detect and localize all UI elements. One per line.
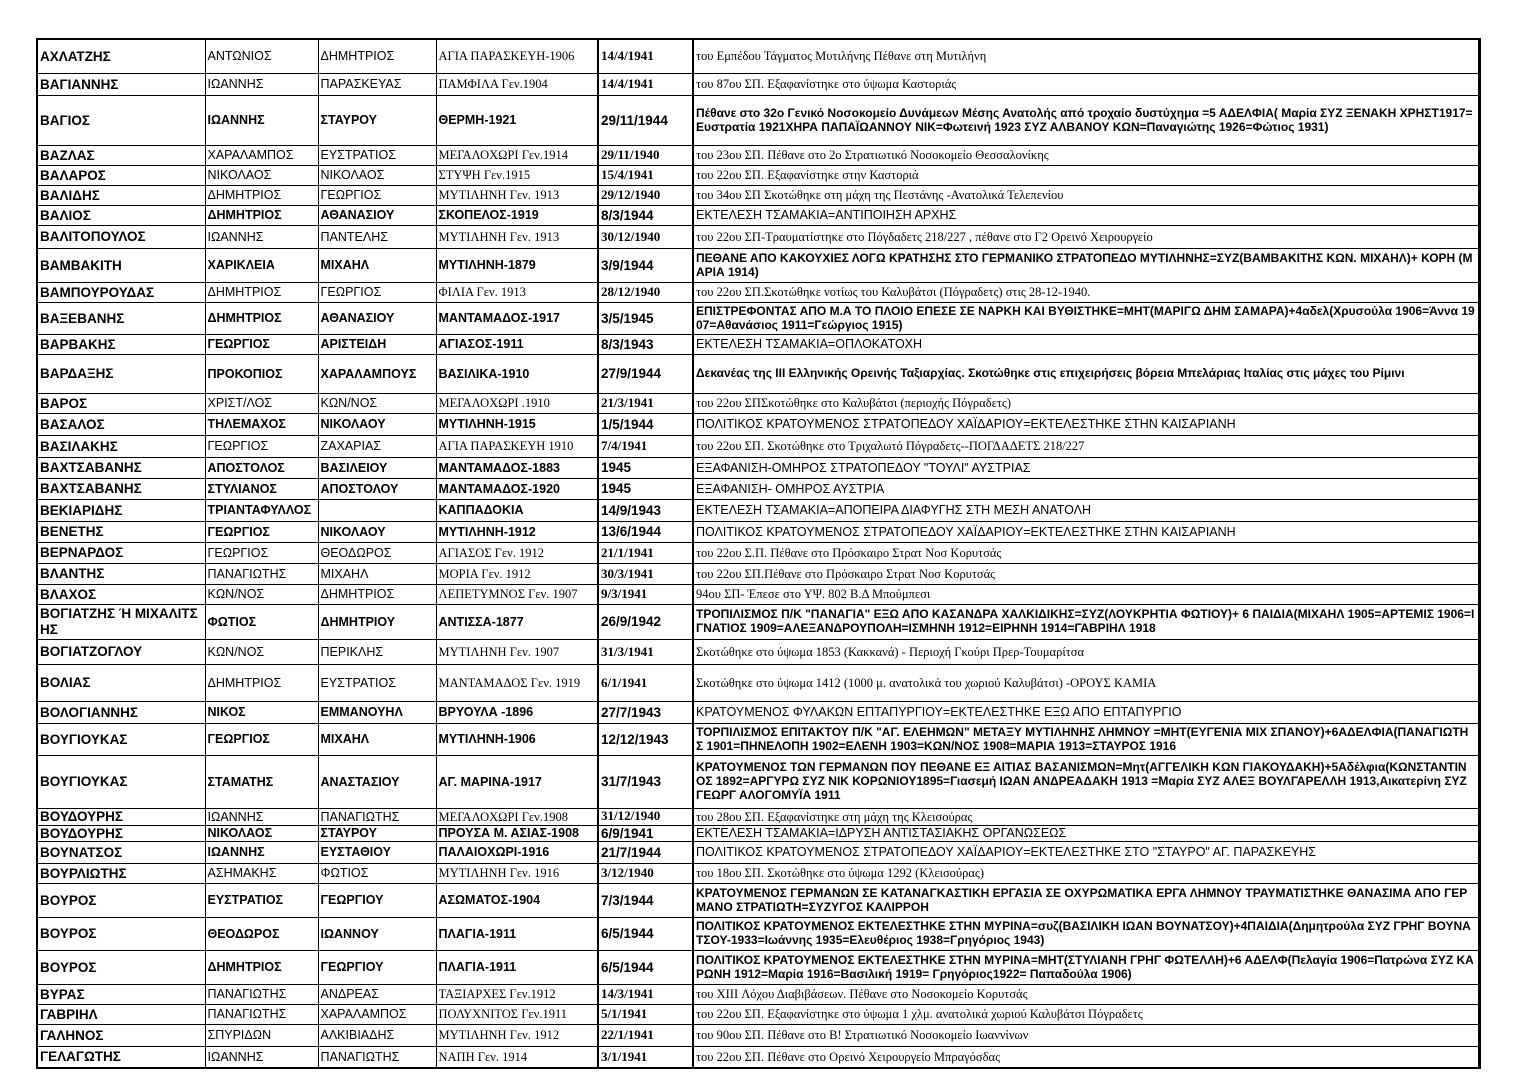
father-name-cell: ΑΡΙΣΤΕΙΔΗ	[318, 335, 436, 355]
death-date-cell: 21/3/1941	[598, 394, 693, 414]
father-name-cell: ΝΙΚΟΛΑΟΣ	[318, 166, 436, 186]
surname-cell: ΒΑΡΟΣ	[37, 394, 205, 414]
birthplace-cell: ΣΚΟΠΕΛΟΣ-1919	[436, 206, 598, 226]
table-row	[37, 918, 1479, 951]
surname-cell: ΓΑΒΡΙΗΛ	[37, 1005, 205, 1025]
table-row	[37, 96, 1479, 146]
father-name-cell	[318, 500, 436, 522]
death-date-cell: 7/3/1944	[598, 884, 693, 918]
death-date-cell: 12/12/1943	[598, 724, 693, 756]
father-name-cell: ΔΗΜΗΤΡΙΟΣ	[318, 585, 436, 605]
death-date-cell: 14/4/1941	[598, 39, 693, 74]
description-cell: ΠΕΘΑΝΕ ΑΠΟ ΚΑΚΟΥΧΙΕΣ ΛΟΓΩ ΚΡΑΤΗΣΗΣ ΣΤΟ ΓΕΡΜΑΝΙΚΟ ΣΤΡΑΤΟΠΕΔΟ ΜΥΤΙΛΗΝΗΣ=ΣΥΖ(ΒΑΜΒΑΚΙΤΗΣ ΚΩΝ. ΜΙΧΑΗΛ)+ ΚΟΡΗ (ΜΑΡΙΑ 1914)	[693, 249, 1479, 283]
death-date-cell: 13/6/1944	[598, 522, 693, 543]
surname-cell: ΒΑΣΙΛΑΚΗΣ	[37, 436, 205, 458]
birthplace-cell: ΜΥΤΙΛΗΝΗ Γεν. 1912	[436, 1025, 598, 1047]
first-name-cell: ΙΩΑΝΝΗΣ	[205, 809, 318, 826]
death-date-cell: 14/3/1941	[598, 985, 693, 1005]
death-date-cell: 7/4/1941	[598, 436, 693, 458]
death-date-cell: 8/3/1943	[598, 335, 693, 355]
death-date-cell: 6/9/1941	[598, 825, 693, 842]
birthplace-cell: ΜΕΓΑΛΟΧΩΡΙ Γεν.1908	[436, 809, 598, 826]
first-name-cell: ΔΗΜΗΤΡΙΟΣ	[205, 186, 318, 206]
description-cell: ΚΡΑΤΟΥΜΕΝΟΣ ΓΕΡΜΑΝΩΝ ΣΕ ΚΑΤΑΝΑΓΚΑΣΤΙΚΗ ΕΡΓΑΣΙΑ ΣΕ ΟΧΥΡΩΜΑΤΙΚΑ ΕΡΓΑ ΛΗΜΝΟΥ ΤΡΑΥΜΑΤΙΣΤΗΚΕ ΘΑΝΑΣΙΜΑ ΑΠΟ ΓΕΡΜΑΝΟ ΣΤΡΑΤΙΩΤΗ=ΣΥΖΥΓΟΣ ΚΑΛΙΡΡΟΗ	[693, 884, 1479, 918]
father-name-cell: ΘΕΟΔΩΡΟΣ	[318, 543, 436, 564]
death-date-cell: 29/11/1940	[598, 146, 693, 166]
surname-cell: ΒΑΖΛΑΣ	[37, 146, 205, 166]
father-name-cell: ΜΙΧΑΗΛ	[318, 564, 436, 585]
birthplace-cell: ΘΕΡΜΗ-1921	[436, 96, 598, 146]
father-name-cell: ΣΤΑΥΡΟΥ	[318, 96, 436, 146]
father-name-cell: ΓΕΩΡΓΙΟΥ	[318, 884, 436, 918]
first-name-cell: ΧΑΡΑΛΑΜΠΟΣ	[205, 146, 318, 166]
first-name-cell: ΔΗΜΗΤΡΙΟΣ	[205, 206, 318, 226]
description-cell: του 18ου ΣΠ. Σκοτώθηκε στο ύψωμα 1292 (Κλεισούρας)	[693, 864, 1479, 884]
father-name-cell: ΔΗΜΗΤΡΙΟΥ	[318, 605, 436, 640]
first-name-cell: ΚΩΝ/ΝΟΣ	[205, 585, 318, 605]
surname-cell: ΒΑΛΙΤΟΠΟΥΛΟΣ	[37, 226, 205, 249]
table-row	[37, 226, 1479, 249]
death-date-cell: 30/3/1941	[598, 564, 693, 585]
birthplace-cell: ΜΕΓΑΛΟΧΩΡΙ .1910	[436, 394, 598, 414]
description-cell: του 22ου ΣΠ. Σκοτώθηκε στο Τριχαλωτό Πόγραδετς--ΠΟΓΔΑΔΕΤΣ 218/227	[693, 436, 1479, 458]
death-date-cell: 31/12/1940	[598, 809, 693, 826]
father-name-cell: ΠΑΝΤΕΛΗΣ	[318, 226, 436, 249]
description-cell: ΠΟΛΙΤΙΚΟΣ ΚΡΑΤΟΥΜΕΝΟΣ ΣΤΡΑΤΟΠΕΔΟΥ ΧΑΪΔΑΡΙΟΥ=ΕΚΤΕΛΕΣΤΗΚΕ ΣΤΟ "ΣΤΑΥΡΟ" ΑΓ. ΠΑΡΑΣΚΕΥΗΣ	[693, 842, 1479, 864]
death-date-cell: 3/5/1945	[598, 303, 693, 335]
table-row	[37, 186, 1479, 206]
birthplace-cell: ΜΑΝΤΑΜΑΔΟΣ-1883	[436, 458, 598, 479]
surname-cell: ΒΑΛΙΟΣ	[37, 206, 205, 226]
birthplace-cell: ΤΑΞΙΑΡΧΕΣ Γεν.1912	[436, 985, 598, 1005]
death-date-cell: 21/1/1941	[598, 543, 693, 564]
death-date-cell: 30/12/1940	[598, 226, 693, 249]
first-name-cell: ΓΕΩΡΓΙΟΣ	[205, 335, 318, 355]
surname-cell: ΑΧΛΑΤΖΗΣ	[37, 39, 205, 74]
surname-cell: ΒΟΛΙΑΣ	[37, 665, 205, 702]
death-date-cell: 9/3/1941	[598, 585, 693, 605]
first-name-cell: ΕΥΣΤΡΑΤΙΟΣ	[205, 884, 318, 918]
table-row	[37, 864, 1479, 884]
table-row	[37, 522, 1479, 543]
description-cell: ΕΞΑΦΑΝΙΣΗ-ΟΜΗΡΟΣ ΣΤΡΑΤΟΠΕΔΟΥ "ΤΟΥΛΙ" ΑΥΣΤΡΙΑΣ	[693, 458, 1479, 479]
first-name-cell: ΓΕΩΡΓΙΟΣ	[205, 543, 318, 564]
father-name-cell: ΑΠΟΣΤΟΛΟΥ	[318, 479, 436, 500]
birthplace-cell: ΠΑΛΑΙΟΧΩΡΙ-1916	[436, 842, 598, 864]
first-name-cell: ΦΩΤΙΟΣ	[205, 605, 318, 640]
first-name-cell: ΔΗΜΗΤΡΙΟΣ	[205, 283, 318, 303]
death-date-cell: 1/5/1944	[598, 414, 693, 436]
birthplace-cell: ΝΑΠΗ Γεν. 1914	[436, 1047, 598, 1069]
death-date-cell: 31/3/1941	[598, 640, 693, 665]
surname-cell: ΒΑΜΠΟΥΡΟΥΔΑΣ	[37, 283, 205, 303]
table-row	[37, 640, 1479, 665]
birthplace-cell: ΣΤΥΨΗ Γεν.1915	[436, 166, 598, 186]
description-cell: του Εμπέδου Τάγματος Μυτιλήνης Πέθανε στη Μυτιλήνη	[693, 39, 1479, 74]
table-row	[37, 543, 1479, 564]
father-name-cell: ΓΕΩΡΓΙΟΣ	[318, 283, 436, 303]
birthplace-cell: ΠΛΑΓΙΑ-1911	[436, 918, 598, 951]
birthplace-cell: ΠΛΑΓΙΑ-1911	[436, 951, 598, 985]
father-name-cell: ΠΑΡΑΣΚΕΥΑΣ	[318, 74, 436, 96]
description-cell: του XIII Λόχου Διαβιβάσεων. Πέθανε στο Νοσοκομείο Κορυτσάς	[693, 985, 1479, 1005]
birthplace-cell: ΜΥΤΙΛΗΝΗ-1915	[436, 414, 598, 436]
description-cell: του 22ου ΣΠ. Εξαφανίστηκε στο ύψωμα 1 χλμ. ανατολικά χωριού Καλυβάτσι Πόγραδετς	[693, 1005, 1479, 1025]
table-row	[37, 394, 1479, 414]
father-name-cell: ΠΕΡΙΚΛΗΣ	[318, 640, 436, 665]
death-date-cell: 14/9/1943	[598, 500, 693, 522]
table-row	[37, 249, 1479, 283]
father-name-cell: ΧΑΡΑΛΑΜΠΟΣ	[318, 1005, 436, 1025]
birthplace-cell: ΜΟΡΙΑ Γεν. 1912	[436, 564, 598, 585]
birthplace-cell: ΚΑΠΠΑΔΟΚΙΑ	[436, 500, 598, 522]
surname-cell: ΒΟΥΡΟΣ	[37, 884, 205, 918]
description-cell: ΕΚΤΕΛΕΣΗ ΤΣΑΜΑΚΙΑ=ΑΝΤΙΠΟΙΗΣΗ ΑΡΧΗΣ	[693, 206, 1479, 226]
description-cell: Σκοτώθηκε στο ύψωμα 1412 (1000 μ. ανατολικά του χωριού Καλυβάτσι) -ΟΡΟΥΣ ΚΑΜΙΑ	[693, 665, 1479, 702]
death-date-cell: 6/5/1944	[598, 918, 693, 951]
description-cell: του 87ου ΣΠ. Εξαφανίστηκε στο ύψωμα Καστοριάς	[693, 74, 1479, 96]
first-name-cell: ΑΠΟΣΤΟΛΟΣ	[205, 458, 318, 479]
surname-cell: ΒΑΡΔΑΞΗΣ	[37, 355, 205, 394]
table-row	[37, 756, 1479, 809]
table-row	[37, 283, 1479, 303]
father-name-cell: ΠΑΝΑΓΙΩΤΗΣ	[318, 809, 436, 826]
surname-cell: ΒΟΓΙΑΤΖΟΓΛΟΥ	[37, 640, 205, 665]
death-date-cell: 5/1/1941	[598, 1005, 693, 1025]
birthplace-cell: ΜΥΤΙΛΗΝΗ Γεν. 1916	[436, 864, 598, 884]
table-row	[37, 564, 1479, 585]
death-date-cell: 6/1/1941	[598, 665, 693, 702]
death-date-cell: 21/7/1944	[598, 842, 693, 864]
surname-cell: ΓΑΛΗΝΟΣ	[37, 1025, 205, 1047]
first-name-cell: ΝΙΚΟΣ	[205, 702, 318, 724]
surname-cell: ΒΑΧΤΣΑΒΑΝΗΣ	[37, 479, 205, 500]
birthplace-cell: ΠΑΜΦΙΛΑ Γεν.1904	[436, 74, 598, 96]
first-name-cell: ΠΑΝΑΓΙΩΤΗΣ	[205, 564, 318, 585]
table-row	[37, 951, 1479, 985]
surname-cell: ΒΑΧΤΣΑΒΑΝΗΣ	[37, 458, 205, 479]
surname-cell: ΒΟΥΓΙΟΥΚΑΣ	[37, 724, 205, 756]
table-row	[37, 1005, 1479, 1025]
father-name-cell: ΖΑΧΑΡΙΑΣ	[318, 436, 436, 458]
birthplace-cell: ΑΝΤΙΣΣΑ-1877	[436, 605, 598, 640]
description-cell: ΕΚΤΕΛΕΣΗ ΤΣΑΜΑΚΙΑ=ΟΠΛΟΚΑΤΟΧΗ	[693, 335, 1479, 355]
description-cell: του 90ου ΣΠ. Πέθανε στο Β! Στρατιωτικό Νοσοκομείο Ιωαννίνων	[693, 1025, 1479, 1047]
table-row	[37, 842, 1479, 864]
table-row	[37, 809, 1479, 826]
first-name-cell: ΤΡΙΑΝΤΑΦΥΛΛΟΣ	[205, 500, 318, 522]
father-name-cell: ΕΥΣΤΡΑΤΙΟΣ	[318, 665, 436, 702]
birthplace-cell: ΜΥΤΙΛΗΝΗ Γεν. 1913	[436, 186, 598, 206]
description-cell: ΠΟΛΙΤΙΚΟΣ ΚΡΑΤΟΥΜΕΝΟΣ ΕΚΤΕΛΕΣΤΗΚΕ ΣΤΗΝ ΜΥΡΙΝΑ=συζ(ΒΑΣΙΛΙΚΗ ΙΩΑΝ ΒΟΥΝΑΤΣΟΥ)+4ΠΑΙΔΙΑ(Δημητρούλα ΣΥΖ ΓΡΗΓ ΒΟΥΝΑΤΣΟΥ-1933=Ιωάννης 1935=Ελευθέριος 1938=Γρηγόριος 1943)	[693, 918, 1479, 951]
surname-cell: ΒΑΞΕΒΑΝΗΣ	[37, 303, 205, 335]
first-name-cell: ΣΠΥΡΙΔΩΝ	[205, 1025, 318, 1047]
surname-cell: ΒΟΥΔΟΥΡΗΣ	[37, 825, 205, 842]
father-name-cell: ΕΥΣΤΑΘΙΟΥ	[318, 842, 436, 864]
death-date-cell: 28/12/1940	[598, 283, 693, 303]
father-name-cell: ΝΙΚΟΛΑΟΥ	[318, 522, 436, 543]
first-name-cell: ΧΡΙΣΤ/ΛΟΣ	[205, 394, 318, 414]
father-name-cell: ΣΤΑΥΡΟΥ	[318, 825, 436, 842]
birthplace-cell: ΜΑΝΤΑΜΑΔΟΣ Γεν. 1919	[436, 665, 598, 702]
description-cell: ΕΚΤΕΛΕΣΗ ΤΣΑΜΑΚΙΑ=ΑΠΟΠΕΙΡΑ ΔΙΑΦΥΓΗΣ ΣΤΗ ΜΕΣΗ ΑΝΑΤΟΛΗ	[693, 500, 1479, 522]
first-name-cell: ΝΙΚΟΛΑΟΣ	[205, 166, 318, 186]
father-name-cell: ΑΘΑΝΑΣΙΟΥ	[318, 303, 436, 335]
first-name-cell: ΑΣΗΜΑΚΗΣ	[205, 864, 318, 884]
father-name-cell: ΒΑΣΙΛΕΙΟΥ	[318, 458, 436, 479]
birthplace-cell: ΒΡΥΟΥΛΑ -1896	[436, 702, 598, 724]
father-name-cell: ΦΩΤΙΟΣ	[318, 864, 436, 884]
father-name-cell: ΓΕΩΡΓΙΟΥ	[318, 951, 436, 985]
surname-cell: ΒΑΛΙΔΗΣ	[37, 186, 205, 206]
table-row	[37, 985, 1479, 1005]
surname-cell: ΒΟΥΔΟΥΡΗΣ	[37, 809, 205, 826]
table-row	[37, 355, 1479, 394]
birthplace-cell: ΜΑΝΤΑΜΑΔΟΣ-1917	[436, 303, 598, 335]
first-name-cell: ΓΕΩΡΓΙΟΣ	[205, 436, 318, 458]
first-name-cell: ΙΩΑΝΝΗΣ	[205, 226, 318, 249]
description-cell: ΕΚΤΕΛΕΣΗ ΤΣΑΜΑΚΙΑ=ΙΔΡΥΣΗ ΑΝΤΙΣΤΑΣΙΑΚΗΣ ΟΡΓΑΝΩΣΕΩΣ	[693, 825, 1479, 842]
description-cell: 94ου ΣΠ- Έπεσε στο ΥΨ. 802 Β.Δ Μπούμπεσι	[693, 585, 1479, 605]
death-date-cell: 29/11/1944	[598, 96, 693, 146]
description-cell: ΠΟΛΙΤΙΚΟΣ ΚΡΑΤΟΥΜΕΝΟΣ ΣΤΡΑΤΟΠΕΔΟΥ ΧΑΪΔΑΡΙΟΥ=ΕΚΤΕΛΕΣΤΗΚΕ ΣΤΗΝ ΚΑΙΣΑΡΙΑΝΗ	[693, 522, 1479, 543]
first-name-cell: ΙΩΑΝΝΗΣ	[205, 74, 318, 96]
surname-cell: ΒΟΥΓΙΟΥΚΑΣ	[37, 756, 205, 809]
description-cell: ΕΞΑΦΑΝΙΣΗ- ΟΜΗΡΟΣ ΑΥΣΤΡΙΑ	[693, 479, 1479, 500]
surname-cell: ΒΟΛΟΓΙΑΝΝΗΣ	[37, 702, 205, 724]
description-cell: του 34ου ΣΠ Σκοτώθηκε στη μάχη της Πεστάνης -Ανατολικά Τελεπενίου	[693, 186, 1479, 206]
table-row	[37, 702, 1479, 724]
father-name-cell: ΕΜΜΑΝΟΥΗΛ	[318, 702, 436, 724]
surname-cell: ΒΥΡΑΣ	[37, 985, 205, 1005]
father-name-cell: ΧΑΡΑΛΑΜΠΟΥΣ	[318, 355, 436, 394]
birthplace-cell: ΜΥΤΙΛΗΝΗ Γεν. 1913	[436, 226, 598, 249]
surname-cell: ΒΑΣΑΛΟΣ	[37, 414, 205, 436]
first-name-cell: ΤΗΛΕΜΑΧΟΣ	[205, 414, 318, 436]
table-row	[37, 39, 1479, 74]
description-cell: του 22ου ΣΠΣκοτώθηκε στο Καλυβάτσι (περιοχής Πόγραδετς)	[693, 394, 1479, 414]
surname-cell: ΓΕΛΑΓΩΤΗΣ	[37, 1047, 205, 1069]
first-name-cell: ΓΕΩΡΓΙΟΣ	[205, 522, 318, 543]
father-name-cell: ΑΝΔΡΕΑΣ	[318, 985, 436, 1005]
surname-cell: ΒΛΑΧΟΣ	[37, 585, 205, 605]
description-cell: ΕΠΙΣΤΡΕΦΟΝΤΑΣ ΑΠΟ Μ.Α ΤΟ ΠΛΟΙΟ ΕΠΕΣΕ ΣΕ ΝΑΡΚΗ ΚΑΙ ΒΥΘΙΣΤΗΚΕ=ΜΗΤ(ΜΑΡΙΓΩ ΔΗΜ ΣΑΜΑΡΑ)+4αδελ(Χρυσούλα 1906=Άννα 1907=Αθανάσιος 1911=Γεώργιος 1915)	[693, 303, 1479, 335]
first-name-cell: ΔΗΜΗΤΡΙΟΣ	[205, 303, 318, 335]
surname-cell: ΒΑΛΑΡΟΣ	[37, 166, 205, 186]
father-name-cell: ΕΥΣΤΡΑΤΙΟΣ	[318, 146, 436, 166]
birthplace-cell: ΑΓΙΑΣΟΣ Γεν. 1912	[436, 543, 598, 564]
description-cell: ΤΟΡΠΙΛΙΣΜΟΣ ΕΠΙΤΑΚΤΟΥ Π/Κ "ΑΓ. ΕΛΕΗΜΩΝ" ΜΕΤΑΞΥ ΜΥΤΙΛΗΝΗΣ ΛΗΜΝΟΥ =ΜΗΤ(ΕΥΓΕΝΙΑ ΜΙΧ ΣΠΑΝΟΥ)+6ΑΔΕΛΦΙΑ(ΠΑΝΑΓΙΩΤΗΣ 1901=ΠΗΝΕΛΟΠΗ 1902=ΕΛΕΝΗ 1903=ΚΩΝ/ΝΟΣ 1908=ΜΑΡΙΑ 1913=ΣΤΑΥΡΟΣ 1916	[693, 724, 1479, 756]
description-cell: του 22ου Σ.Π. Πέθανε στο Πρόσκαιρο Στρατ Νοσ Κορυτσάς	[693, 543, 1479, 564]
surname-cell: ΒΛΑΝΤΗΣ	[37, 564, 205, 585]
birthplace-cell: ΜΑΝΤΑΜΑΔΟΣ-1920	[436, 479, 598, 500]
death-date-cell: 3/12/1940	[598, 864, 693, 884]
surname-cell: ΒΕΡΝΑΡΔΟΣ	[37, 543, 205, 564]
table-row	[37, 74, 1479, 96]
table-row	[37, 1025, 1479, 1047]
death-date-cell: 22/1/1941	[598, 1025, 693, 1047]
surname-cell: ΒΟΥΡΟΣ	[37, 951, 205, 985]
father-name-cell: ΑΘΑΝΑΣΙΟΥ	[318, 206, 436, 226]
table-row	[37, 303, 1479, 335]
first-name-cell: ΙΩΑΝΝΗΣ	[205, 1047, 318, 1069]
first-name-cell: ΠΑΝΑΓΙΩΤΗΣ	[205, 1005, 318, 1025]
table-row	[37, 724, 1479, 756]
birthplace-cell: ΜΥΤΙΛΗΝΗ Γεν. 1907	[436, 640, 598, 665]
table-row	[37, 884, 1479, 918]
description-cell: ΚΡΑΤΟΥΜΕΝΟΣ ΦΥΛΑΚΩΝ ΕΠΤΑΠΥΡΓΙΟΥ=ΕΚΤΕΛΕΣΤΗΚΕ ΕΞΩ ΑΠΟ ΕΠΤΑΠΥΡΓΙΟ	[693, 702, 1479, 724]
father-name-cell: ΙΩΑΝΝΟΥ	[318, 918, 436, 951]
birthplace-cell: ΑΣΩΜΑΤΟΣ-1904	[436, 884, 598, 918]
surname-cell: ΒΑΡΒΑΚΗΣ	[37, 335, 205, 355]
death-date-cell: 6/5/1944	[598, 951, 693, 985]
table-row	[37, 458, 1479, 479]
father-name-cell: ΚΩΝ/ΝΟΣ	[318, 394, 436, 414]
first-name-cell: ΠΑΝΑΓΙΩΤΗΣ	[205, 985, 318, 1005]
description-cell: ΠΟΛΙΤΙΚΟΣ ΚΡΑΤΟΥΜΕΝΟΣ ΕΚΤΕΛΕΣΤΗΚΕ ΣΤΗΝ ΜΥΡΙΝΑ=ΜΗΤ(ΣΤΥΛΙΑΝΗ ΓΡΗΓ ΦΩΤΕΛΛΗ)+6 ΑΔΕΛΦ(Πελαγία 1906=Πατρώνα ΣΥΖ ΚΑΡΩΝΗ 1912=Μαρία 1916=Βασιλική 1919= Γρηγόριος1922= Παπαδούλα 1906)	[693, 951, 1479, 985]
father-name-cell: ΑΛΚΙΒΙΑΔΗΣ	[318, 1025, 436, 1047]
surname-cell: ΒΕΚΙΑΡΙΔΗΣ	[37, 500, 205, 522]
surname-cell: ΒΑΓΙΑΝΝΗΣ	[37, 74, 205, 96]
birthplace-cell: ΑΓΙΑ ΠΑΡΑΣΚΕΥΗ 1910	[436, 436, 598, 458]
death-date-cell: 15/4/1941	[598, 166, 693, 186]
birthplace-cell: ΑΓΙΑ ΠΑΡΑΣΚΕΥΗ-1906	[436, 39, 598, 74]
table-row	[37, 206, 1479, 226]
death-date-cell: 3/1/1941	[598, 1047, 693, 1069]
description-cell: του 22ου ΣΠ.Πέθανε στο Πρόσκαιρο Στρατ Νοσ Κορυτσάς	[693, 564, 1479, 585]
description-cell: Σκοτώθηκε στο ύψωμα 1853 (Κακκανά) - Περιοχή Γκούρι Πρερ-Τουμαρίτσα	[693, 640, 1479, 665]
first-name-cell: ΣΤΑΜΑΤΗΣ	[205, 756, 318, 809]
birthplace-cell: ΑΓ. ΜΑΡΙΝΑ-1917	[436, 756, 598, 809]
birthplace-cell: ΠΡΟΥΣΑ Μ. ΑΣΙΑΣ-1908	[436, 825, 598, 842]
table-row	[37, 414, 1479, 436]
first-name-cell: ΙΩΑΝΝΗΣ	[205, 842, 318, 864]
birthplace-cell: ΑΓΙΑΣΟΣ-1911	[436, 335, 598, 355]
table-row	[37, 585, 1479, 605]
father-name-cell: ΓΕΩΡΓΙΟΣ	[318, 186, 436, 206]
description-cell: του 22ου ΣΠ. Εξαφανίστηκε στην Καστοριά	[693, 166, 1479, 186]
death-date-cell: 29/12/1940	[598, 186, 693, 206]
death-date-cell: 27/9/1944	[598, 355, 693, 394]
table-row	[37, 605, 1479, 640]
death-date-cell: 26/9/1942	[598, 605, 693, 640]
table-row	[37, 166, 1479, 186]
table-row	[37, 335, 1479, 355]
first-name-cell: ΓΕΩΡΓΙΟΣ	[205, 724, 318, 756]
surname-cell: ΒΑΜΒΑΚΙΤΗ	[37, 249, 205, 283]
birthplace-cell: ΜΥΤΙΛΗΝΗ-1879	[436, 249, 598, 283]
death-date-cell: 1945	[598, 479, 693, 500]
birthplace-cell: ΜΕΓΑΛΟΧΩΡΙ Γεν.1914	[436, 146, 598, 166]
first-name-cell: ΝΙΚΟΛΑΟΣ	[205, 825, 318, 842]
surname-cell: ΒΟΥΝΑΤΣΟΣ	[37, 842, 205, 864]
surname-cell: ΒΑΓΙΟΣ	[37, 96, 205, 146]
father-name-cell: ΔΗΜΗΤΡΙΟΣ	[318, 39, 436, 74]
description-cell: του 22ου ΣΠ-Τραυματίστηκε στο Πόγδαδετς 218/227 , πέθανε στο Γ2 Ορεινό Χειρουργείο	[693, 226, 1479, 249]
birthplace-cell: ΛΕΠΕΤΥΜΝΟΣ Γεν. 1907	[436, 585, 598, 605]
table-row	[37, 500, 1479, 522]
birthplace-cell: ΠΟΛΥΧΝΙΤΟΣ Γεν.1911	[436, 1005, 598, 1025]
table-row	[37, 146, 1479, 166]
first-name-cell: ΣΤΥΛΙΑΝΟΣ	[205, 479, 318, 500]
father-name-cell: ΑΝΑΣΤΑΣΙΟΥ	[318, 756, 436, 809]
death-date-cell: 31/7/1943	[598, 756, 693, 809]
description-cell: του 23ου ΣΠ. Πέθανε στο 2ο Στρατιωτικό Νοσοκομείο Θεσσαλονίκης	[693, 146, 1479, 166]
description-cell: ΤΡΟΠΙΛΙΣΜΟΣ Π/Κ "ΠΑΝΑΓΙΑ" ΕΞΩ ΑΠΟ ΚΑΣΑΝΔΡΑ ΧΑΛΚΙΔΙΚΗΣ=ΣΥΖ(ΛΟΥΚΡΗΤΙΑ ΦΩΤΙΟΥ)+ 6 ΠΑΙΔΙΑ(ΜΙΧΑΗΛ 1905=ΑΡΤΕΜΙΣ 1906=ΙΓΝΑΤΙΟΣ 1909=ΑΛΕΞΑΝΔΡΟΥΠΟΛΗ=ΙΣΜΗΝΗ 1912=ΕΙΡΗΝΗ 1914=ΓΑΒΡΙΗΛ 1918	[693, 605, 1479, 640]
first-name-cell: ΘΕΟΔΩΡΟΣ	[205, 918, 318, 951]
surname-cell: ΒΟΥΡΟΣ	[37, 918, 205, 951]
description-cell: Δεκανέας της ΙΙΙ Ελληνικής Ορεινής Ταξιαρχίας. Σκοτώθηκε στις επιχειρήσεις βόρεια Μπελάριας Ιταλίας στις μάχες του Ρίμινι	[693, 355, 1479, 394]
birthplace-cell: ΦΙΛΙΑ Γεν. 1913	[436, 283, 598, 303]
records-table	[36, 38, 1481, 1069]
surname-cell: ΒΟΥΡΛΙΩΤΗΣ	[37, 864, 205, 884]
father-name-cell: ΠΑΝΑΓΙΩΤΗΣ	[318, 1047, 436, 1069]
table-row	[37, 479, 1479, 500]
death-date-cell: 3/9/1944	[598, 249, 693, 283]
records-body	[37, 39, 1479, 1068]
first-name-cell: ΚΩΝ/ΝΟΣ	[205, 640, 318, 665]
first-name-cell: ΧΑΡΙΚΛΕΙΑ	[205, 249, 318, 283]
first-name-cell: ΠΡΟΚΟΠΙΟΣ	[205, 355, 318, 394]
death-date-cell: 27/7/1943	[598, 702, 693, 724]
table-row	[37, 1047, 1479, 1069]
birthplace-cell: ΜΥΤΙΛΗΝΗ-1912	[436, 522, 598, 543]
first-name-cell: ΔΗΜΗΤΡΙΟΣ	[205, 665, 318, 702]
description-cell: του 22ου ΣΠ. Πέθανε στο Ορεινό Χειρουργείο Μπραγόσδας	[693, 1047, 1479, 1069]
description-cell: Πέθανε στο 32ο Γενικό Νοσοκομείο Δυνάμεων Μέσης Ανατολής από τροχαίο δυστύχημα =5 ΑΔΕΛΦΙΑ( Μαρία ΣΥΖ ΞΕΝΑΚΗ ΧΡΗΣΤ1917=Ευστρατία 1921ΧΗΡΑ ΠΑΠΑΪΩΑΝΝΟΥ ΝΙΚ=Φωτεινή 1923 ΣΥΖ ΑΛΒΑΝΟΥ ΚΩΝ=Παναγιώτης 1926=Φώτιος 1931)	[693, 96, 1479, 146]
surname-cell: ΒΕΝΕΤΗΣ	[37, 522, 205, 543]
surname-cell: ΒΟΓΙΑΤΖΗΣ Ή ΜΙΧΑΛΙΤΣΗΣ	[37, 605, 205, 640]
birthplace-cell: ΒΑΣΙΛΙΚΑ-1910	[436, 355, 598, 394]
table-row	[37, 825, 1479, 842]
description-cell: του 28ου ΣΠ. Εξαφανίστηκε στη μάχη της Κλεισούρας	[693, 809, 1479, 826]
table-row	[37, 665, 1479, 702]
birthplace-cell: ΜΥΤΙΛΗΝΗ-1906	[436, 724, 598, 756]
first-name-cell: ΔΗΜΗΤΡΙΟΣ	[205, 951, 318, 985]
death-date-cell: 8/3/1944	[598, 206, 693, 226]
description-cell: του 22ου ΣΠ.Σκοτώθηκε νοτίως του Καλυβάτσι (Πόγραδετς) στις 28-12-1940.	[693, 283, 1479, 303]
description-cell: ΚΡΑΤΟΥΜΕΝΟΣ ΤΩΝ ΓΕΡΜΑΝΩΝ ΠΟΥ ΠΕΘΑΝΕ ΕΞ ΑΙΤΙΑΣ ΒΑΣΑΝΙΣΜΩΝ=Μητ(ΑΓΓΕΛΙΚΗ ΚΩΝ ΓΙΑΚΟΥΔΑΚΗ)+5Αδέλφια(ΚΩΝΣΤΑΝΤΙΝΟΣ 1892=ΑΡΓΥΡΩ ΣΥΖ ΝΙΚ ΚΟΡΩΝΙΟΥ1895=Γιασεμή ΙΩΑΝ ΑΝΔΡΕΑΔΑΚΗ 1913 =Μαρία ΣΥΖ ΑΛΕΞ ΒΟΥΛΓΑΡΕΛΛΗ 1913,Αικατερίνη ΣΥΖ ΓΕΩΡΓ ΑΛΟΓΟΜΥΪΑ 1911	[693, 756, 1479, 809]
father-name-cell: ΜΙΧΑΗΛ	[318, 724, 436, 756]
father-name-cell: ΜΙΧΑΗΛ	[318, 249, 436, 283]
description-cell: ΠΟΛΙΤΙΚΟΣ ΚΡΑΤΟΥΜΕΝΟΣ ΣΤΡΑΤΟΠΕΔΟΥ ΧΑΪΔΑΡΙΟΥ=ΕΚΤΕΛΕΣΤΗΚΕ ΣΤΗΝ ΚΑΙΣΑΡΙΑΝΗ	[693, 414, 1479, 436]
father-name-cell: ΝΙΚΟΛΑΟΥ	[318, 414, 436, 436]
death-date-cell: 14/4/1941	[598, 74, 693, 96]
death-date-cell: 1945	[598, 458, 693, 479]
first-name-cell: ΙΩΑΝΝΗΣ	[205, 96, 318, 146]
first-name-cell: ΑΝΤΩΝΙΟΣ	[205, 39, 318, 74]
table-row	[37, 436, 1479, 458]
